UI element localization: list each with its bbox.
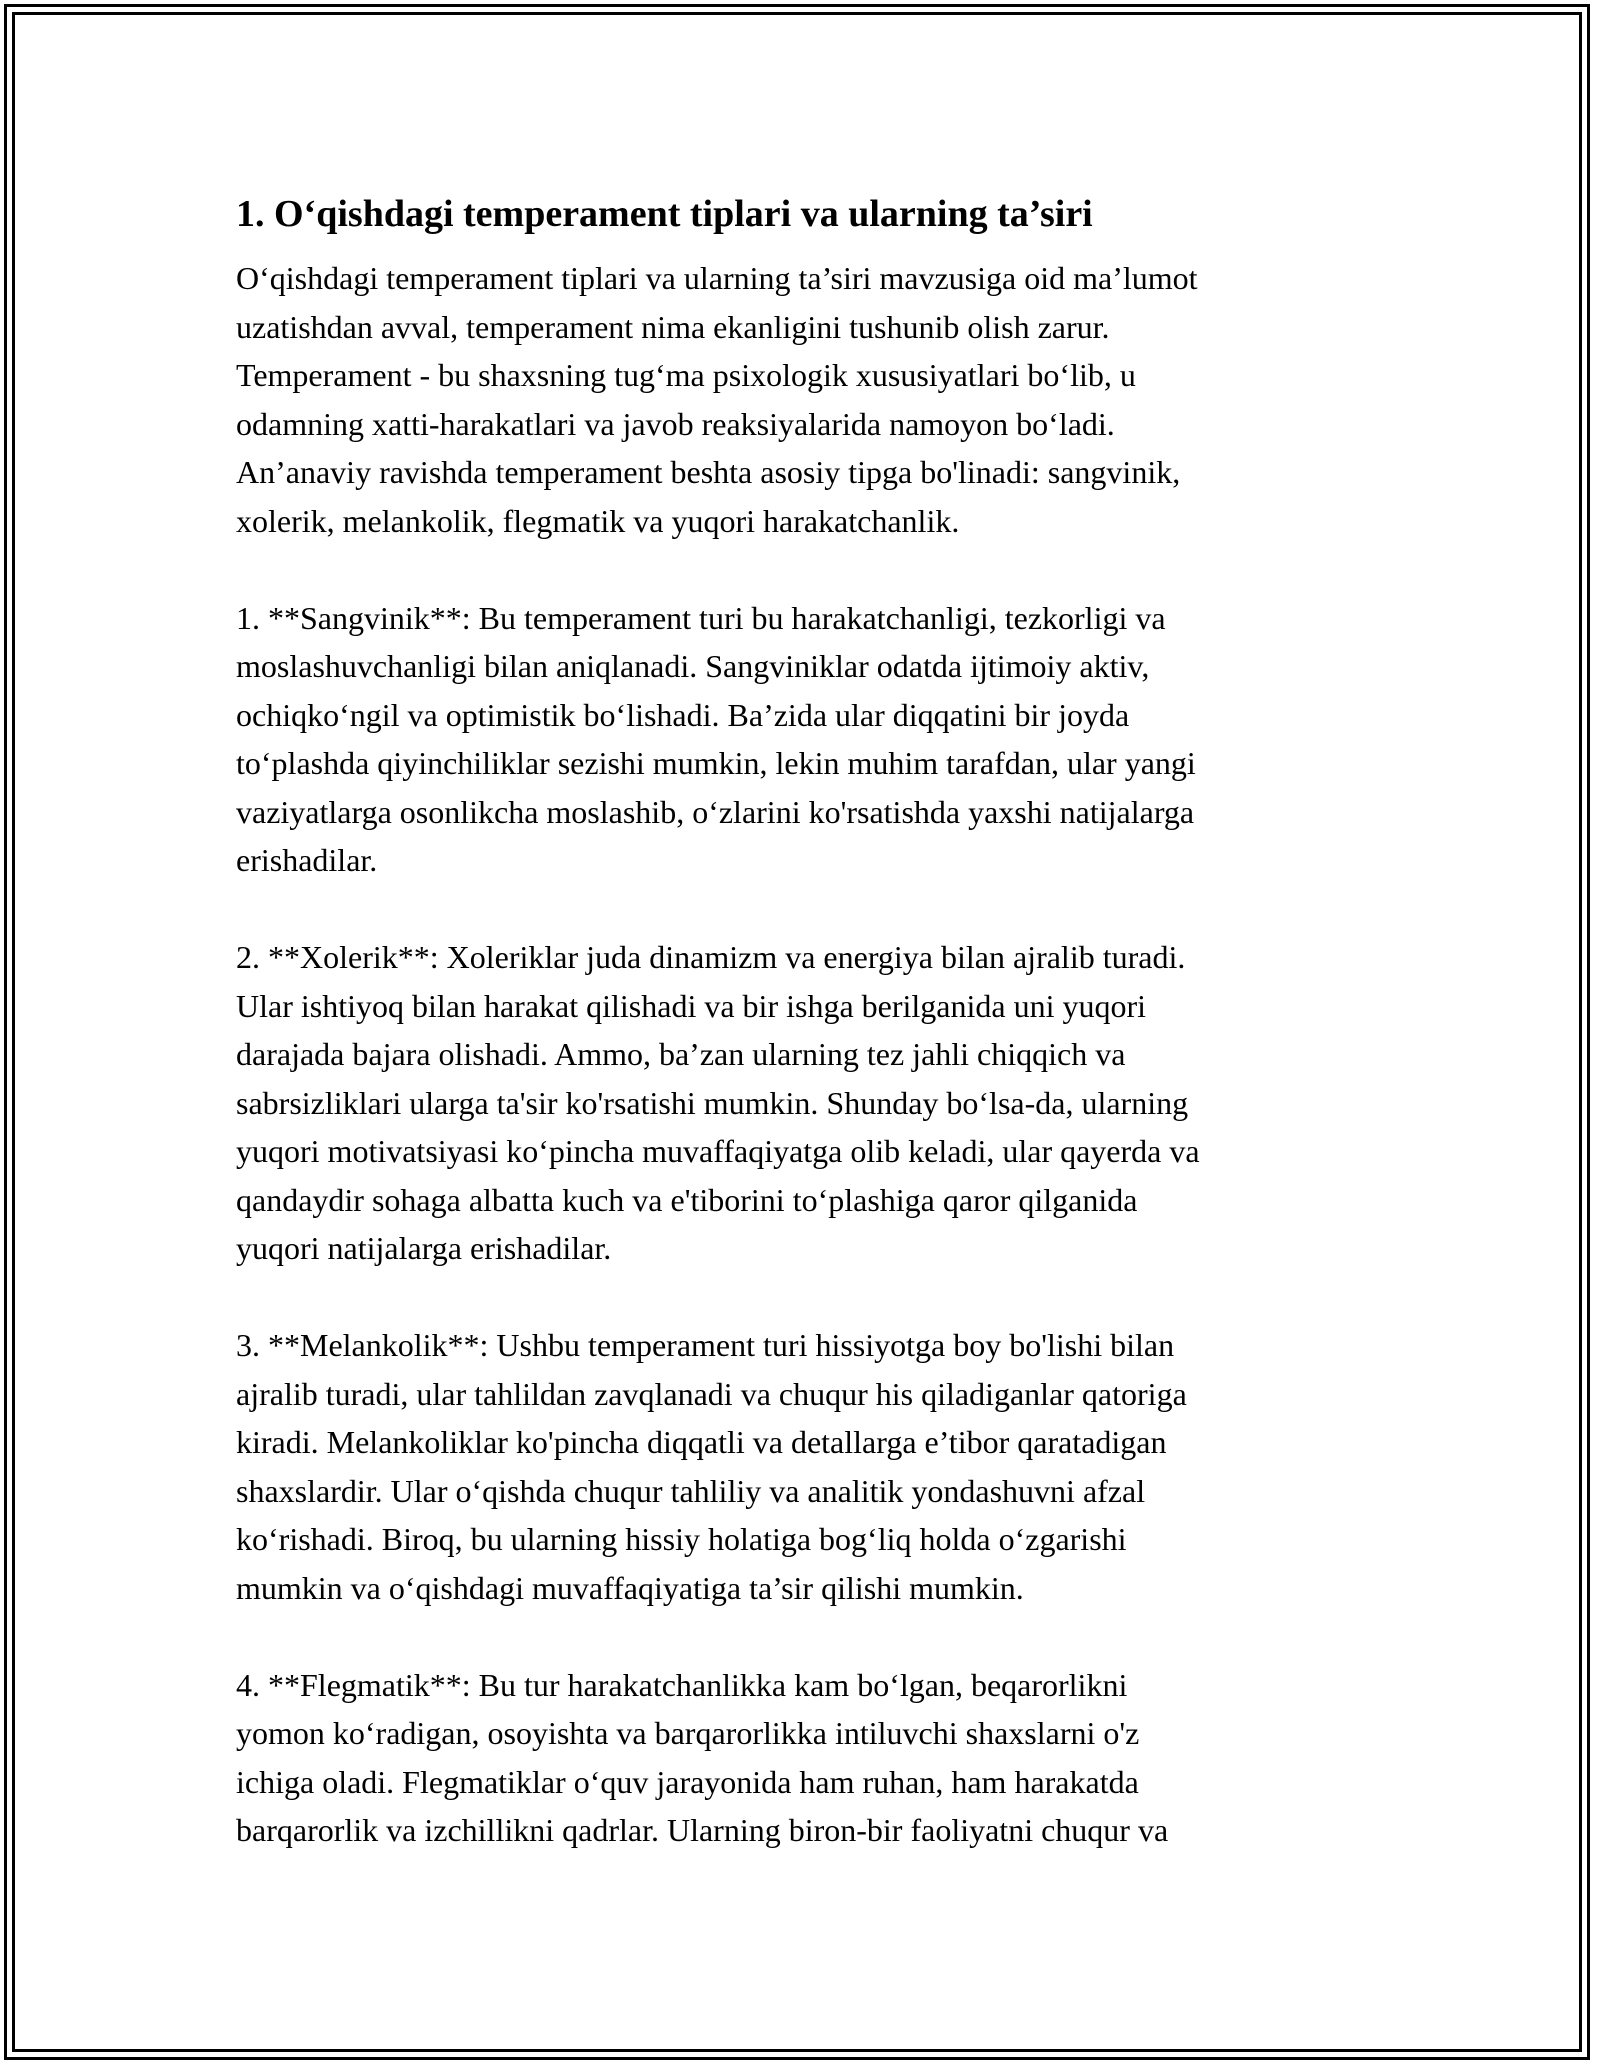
text-line: 3. **Melankolik**: Ushbu temperament turi hissiyotga boy bo'lishi bilan — [236, 1327, 1175, 1363]
document-body — [236, 186, 1362, 1903]
text-line: to‘plashda qiyinchiliklar sezishi mumkin, lekin muhim tarafdan, ular yangi — [236, 745, 1196, 781]
paragraph — [236, 1661, 1362, 1855]
text-line: darajada bajara olishadi. Ammo, ba’zan ularning tez jahli chiqqich va — [236, 1036, 1126, 1072]
text-line: O‘qishdagi temperament tiplari va ularning ta’siri mavzusiga oid ma’lumot — [236, 260, 1198, 296]
text-line: barqarorlik va izchillikni qadrlar. Ularning biron-bir faoliyatni chuqur va — [236, 1812, 1169, 1848]
paragraph — [236, 1321, 1362, 1612]
paragraph — [236, 594, 1362, 885]
section-heading: 1. O‘qishdagi temperament tiplari va ularning ta’siri — [236, 193, 1093, 235]
text-line: moslashuvchanligi bilan aniqlanadi. Sangviniklar odatda ijtimoiy aktiv, — [236, 648, 1150, 684]
text-line: ko‘rishadi. Biroq, bu ularning hissiy holatiga bog‘liq holda o‘zgarishi — [236, 1521, 1127, 1557]
text-line: shaxslardir. Ular o‘qishda chuqur tahliliy va analitik yondashuvni afzal — [236, 1472, 1146, 1509]
text-line: yuqori natijalarga erishadilar. — [236, 1230, 612, 1266]
text-line: kiradi. Melankoliklar ko'pincha diqqatli va detallarga e’tibor qaratadigan — [236, 1424, 1167, 1460]
text-line: Temperament - bu shaxsning tug‘ma psixologik xususiyatlari bo‘lib, u — [236, 357, 1136, 393]
paragraph — [236, 254, 1362, 545]
text-line: erishadilar. — [236, 842, 378, 878]
text-line: Ular ishtiyoq bilan harakat qilishadi va bir ishga berilganida uni yuqori — [236, 987, 1147, 1024]
text-line: yomon ko‘radigan, osoyishta va barqarorlikka intiluvchi shaxslarni o'z — [236, 1715, 1140, 1751]
text-line: 4. **Flegmatik**: Bu tur harakatchanlikka kam bo‘lgan, beqarorlikni — [236, 1666, 1128, 1703]
paragraph — [236, 933, 1362, 1273]
text-line: uzatishdan avval, temperament nima ekanligini tushunib olish zarur. — [236, 308, 1110, 345]
text-line: 2. **Xolerik**: Xoleriklar juda dinamizm va energiya bilan ajralib turadi. — [236, 939, 1186, 975]
text-line: ichiga oladi. Flegmatiklar o‘quv jarayonida ham ruhan, ham harakatda — [236, 1763, 1139, 1800]
text-line: yuqori motivatsiyasi ko‘pincha muvaffaqiyatga olib keladi, ular qayerda va — [236, 1133, 1200, 1169]
text-line: odamning xatti-harakatlari va javob reaksiyalarida namoyon bo‘ladi. — [236, 405, 1115, 442]
text-line: xolerik, melankolik, flegmatik va yuqori harakatchanlik. — [236, 502, 960, 539]
text-line: An’anaviy ravishda temperament beshta asosiy tipga bo'linadi: sangvinik, — [236, 454, 1181, 490]
text-line: vaziyatlarga osonlikcha moslashib, o‘zlarini ko'rsatishda yaxshi natijalarga — [236, 793, 1195, 830]
paragraph-list — [236, 254, 1362, 1855]
text-line: sabrsizliklari ularga ta'sir ko'rsatishi mumkin. Shunday bo‘lsa-da, ularning — [236, 1084, 1189, 1121]
text-line: 1. **Sangvinik**: Bu temperament turi bu harakatchanligi, tezkorligi va — [236, 599, 1166, 636]
text-line: ochiqko‘ngil va optimistik bo‘lishadi. Ba’zida ular diqqatini bir joyda — [236, 696, 1130, 733]
text-line: mumkin va o‘qishdagi muvaffaqiyatiga ta’sir qilishi mumkin. — [236, 1569, 1024, 1606]
text-line: ajralib turadi, ular tahlildan zavqlanadi va chuqur his qiladiganlar qatoriga — [236, 1375, 1187, 1412]
text-line: qandaydir sohaga albatta kuch va e'tiborini to‘plashiga qaror qilganida — [236, 1181, 1138, 1218]
